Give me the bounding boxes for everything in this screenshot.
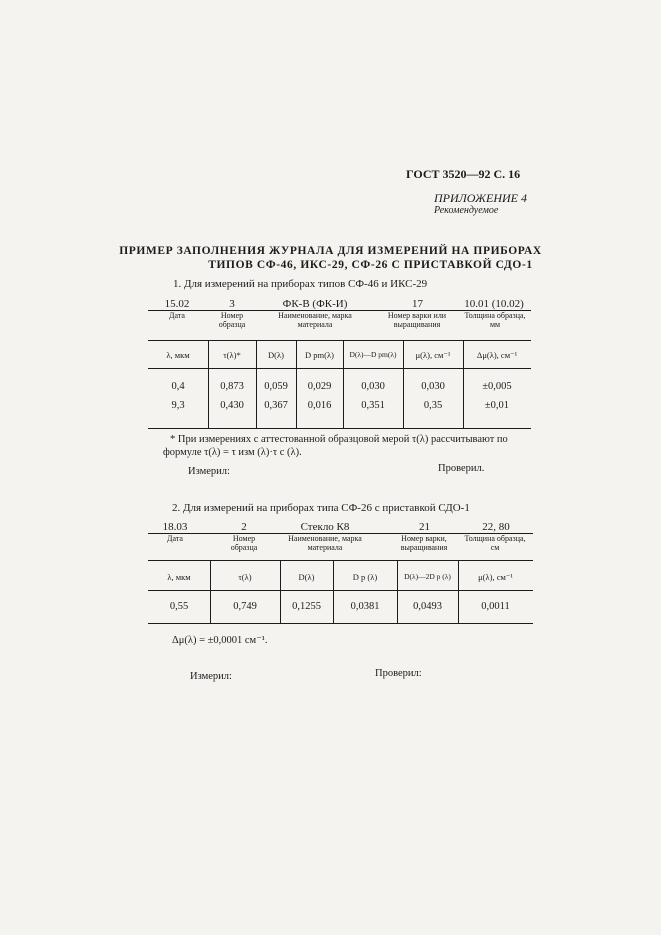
cell: 0,0493 — [413, 601, 442, 612]
table-rule — [148, 590, 533, 591]
cell: 0,059 — [264, 381, 288, 392]
col-header-mu: μ(λ), см⁻¹ — [415, 350, 451, 360]
col-header-dp: D p (λ) — [352, 572, 378, 582]
col-header-d-minus-2dp: D(λ)—2D p (λ) — [404, 572, 451, 581]
col-header-tau: τ(λ)* — [223, 350, 241, 360]
document-title-line1: ПРИМЕР ЗАПОЛНЕНИЯ ЖУРНАЛА ДЛЯ ИЗМЕРЕНИЙ НА ПРИБОРАХ — [119, 245, 542, 257]
field-date-value: 18.03 — [162, 521, 188, 533]
field-material-label: Наименование, марка материала — [278, 311, 352, 329]
field-thickness-value: 10.01 (10.02) — [464, 298, 524, 310]
field-thickness-value: 22, 80 — [482, 521, 510, 533]
field-material-value: Стекло К8 — [300, 521, 350, 533]
table-rule — [148, 340, 531, 341]
col-header-d-minus-dpm: D(λ)—D pm(λ) — [349, 350, 397, 359]
cell: 0,029 — [307, 381, 332, 392]
table-col-divider — [397, 560, 398, 623]
cell: 0,367 — [264, 400, 288, 411]
cell: 0,35 — [423, 400, 443, 411]
cell: 0,873 — [220, 381, 244, 392]
field-melt-value: 17 — [412, 298, 423, 310]
table-col-divider — [458, 560, 459, 623]
field-material-label: Наименование, марка материала — [288, 534, 362, 552]
table-rule — [148, 368, 531, 369]
cell: 0,1255 — [292, 601, 321, 612]
col-header-wavelength: λ, мкм — [166, 350, 190, 360]
delta-mu-note: Δμ(λ) = ±0,0001 см⁻¹. — [172, 635, 268, 646]
table-rule — [148, 560, 533, 561]
cell: 0,351 — [361, 400, 385, 411]
field-sample-value: 3 — [229, 298, 235, 310]
section1-heading: 1. Для измерений на приборах типов СФ-46 и ИКС-29 — [173, 278, 428, 290]
recommended-label: Рекомендуемое — [434, 205, 499, 216]
cell: 0,4 — [171, 381, 185, 392]
col-header-d: D(λ) — [298, 572, 315, 582]
col-header-tau: τ(λ) — [238, 572, 252, 582]
field-sample-value: 2 — [241, 521, 247, 533]
field-sample-label: Номер образца — [218, 311, 246, 329]
cell: 0,55 — [169, 601, 189, 612]
table-col-divider — [333, 560, 334, 623]
cell: 0,030 — [361, 381, 385, 392]
checked-by-label: Проверил. — [438, 463, 485, 474]
cell: 9,3 — [171, 400, 185, 411]
field-material-value: ФК-В (ФК-И) — [282, 298, 348, 310]
col-header-d: D(λ) — [268, 350, 284, 360]
field-thickness-label: Толщина образца, мм — [464, 311, 526, 329]
checked-by-label: Проверил: — [375, 668, 422, 679]
table-rule — [148, 428, 531, 429]
cell: ±0,005 — [482, 381, 512, 392]
cell: 0,430 — [220, 400, 244, 411]
field-date-value: 15.02 — [164, 298, 190, 310]
field-date-label: Дата — [167, 534, 183, 543]
field-melt-label: Номер варки, выращивания — [400, 534, 448, 552]
section2-heading: 2. Для измерений на приборах типа СФ-26 с приставкой СДО-1 — [172, 502, 470, 514]
field-sample-label: Номер образца — [230, 534, 258, 552]
footnote-line1: * При измерениях с аттестованной образцовой мерой τ(λ) рассчитывают по — [170, 434, 508, 445]
col-header-delta-mu: Δμ(λ), см⁻¹ — [476, 350, 518, 360]
measured-by-label: Измерил: — [188, 466, 230, 477]
cell: 0,016 — [307, 400, 332, 411]
table-col-divider — [280, 560, 281, 623]
table-rule — [148, 623, 533, 624]
field-melt-label: Номер варки или выращивания — [387, 311, 447, 329]
field-melt-value: 21 — [419, 521, 430, 533]
gost-number: ГОСТ 3520—92 С. 16 — [406, 167, 521, 181]
cell: 0,030 — [421, 381, 445, 392]
col-header-dpm: D pm(λ) — [305, 350, 334, 360]
col-header-mu: μ(λ), см⁻¹ — [478, 572, 513, 582]
col-header-wavelength: λ, мкм — [167, 572, 191, 582]
appendix-label: ПРИЛОЖЕНИЕ 4 — [434, 191, 527, 205]
measured-by-label: Измерил: — [190, 671, 232, 682]
document-title-line2: ТИПОВ СФ-46, ИКС-29, СФ-26 С ПРИСТАВКОЙ СДО-1 — [208, 259, 533, 271]
field-date-label: Дата — [169, 311, 185, 320]
table-col-divider — [210, 560, 211, 623]
cell: 0,0011 — [481, 601, 510, 612]
footnote-line2: формуле τ(λ) = τ изм (λ)·τ с (λ). — [163, 447, 302, 458]
cell: ±0,01 — [484, 400, 510, 411]
cell: 0,0381 — [350, 601, 380, 612]
cell: 0,749 — [233, 601, 257, 612]
field-thickness-label: Толщина образца, см — [464, 534, 526, 552]
